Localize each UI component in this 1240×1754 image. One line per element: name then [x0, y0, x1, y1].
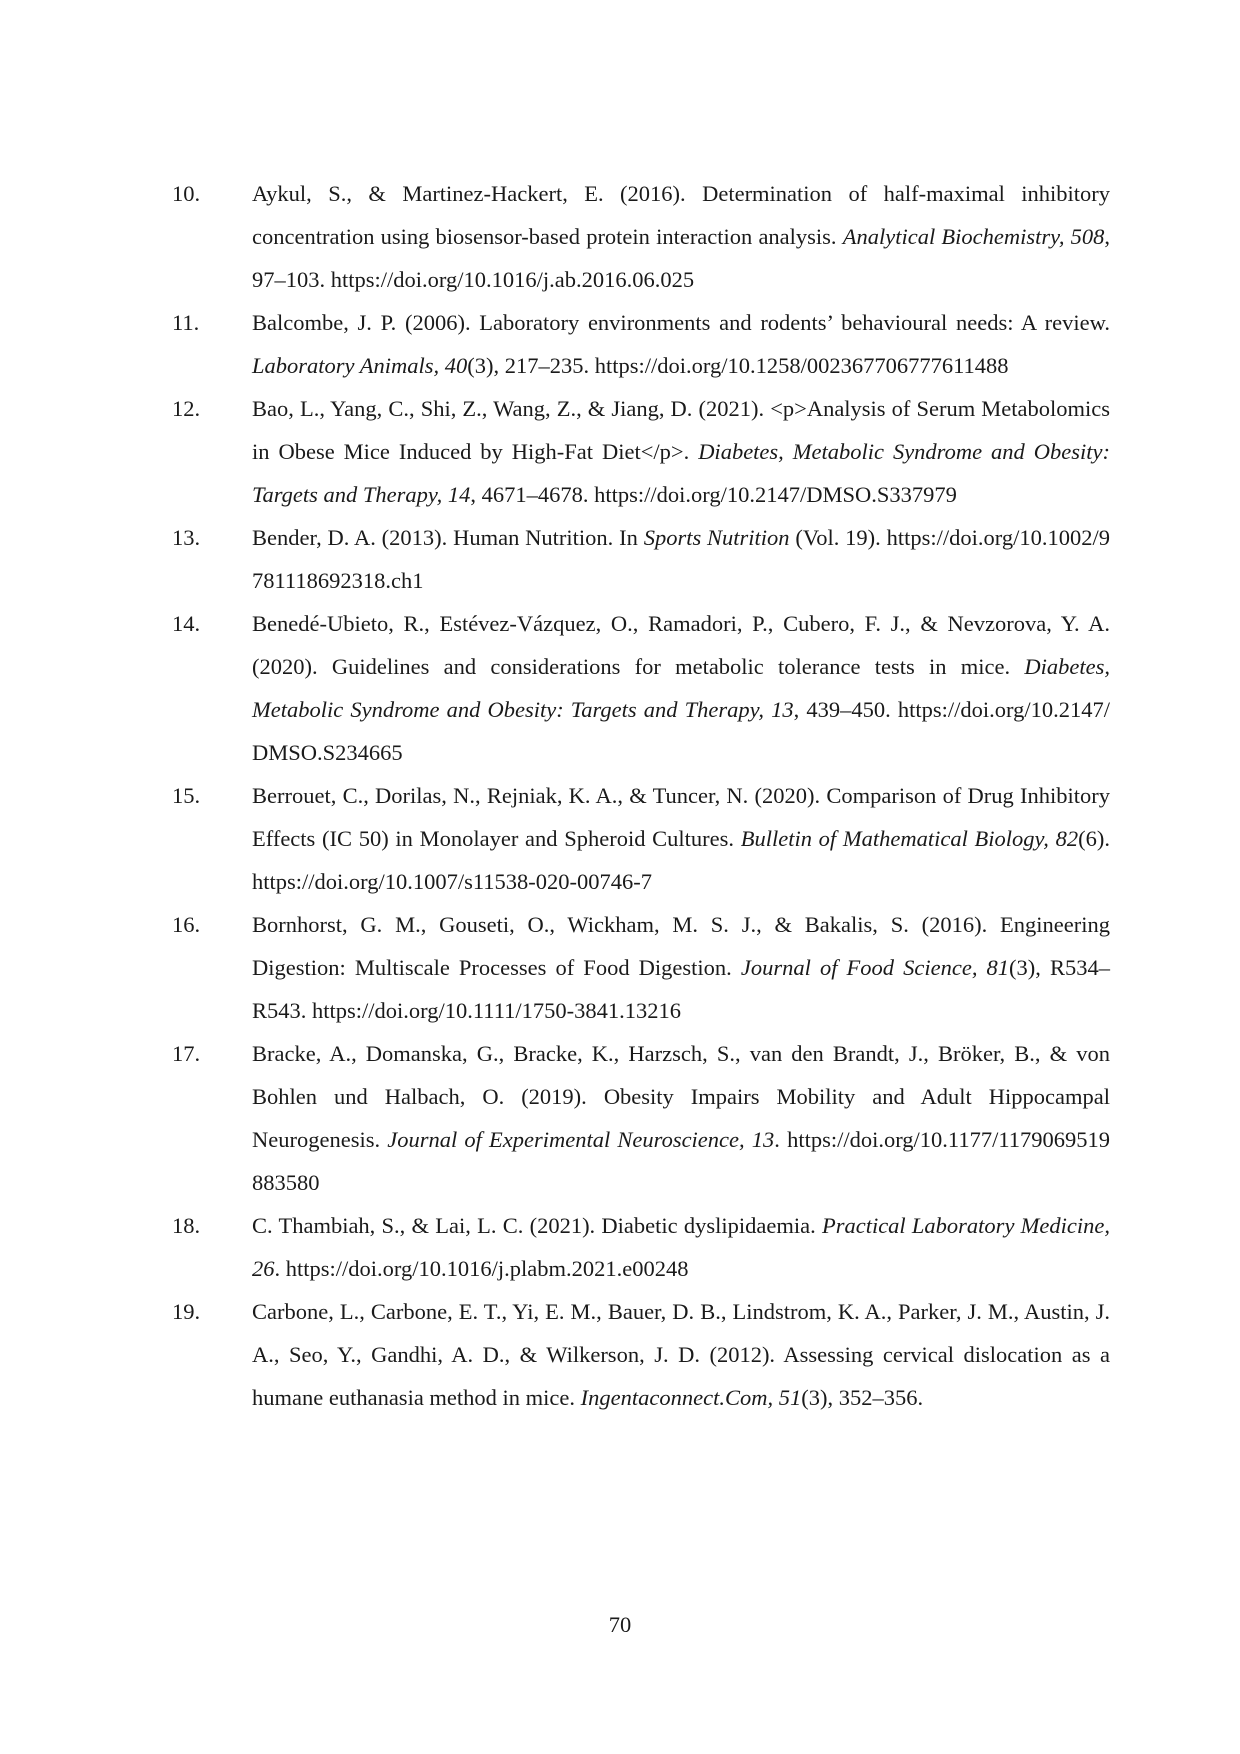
reference-doi-link[interactable]: https://doi.org/10.1016/j.plabm.2021.e00248 — [285, 1256, 689, 1281]
reference-item — [172, 1204, 1110, 1290]
reference-title: Human Nutrition. In — [453, 525, 644, 550]
reference-authors: Benedé-Ubieto, R., Estévez-Vázquez, O., Ramadori, P., Cubero, F. J., & Nevzorova, Y. A. (2020). — [252, 611, 1110, 679]
reference-title: Determination of half-maximal inhibitory concentration using biosensor-based protein interaction analysis. — [252, 181, 1110, 249]
reference-authors: Bender, D. A. (2013). — [252, 525, 454, 550]
reference-number: 17. — [172, 1041, 201, 1066]
reference-authors: Berrouet, C., Dorilas, N., Rejniak, K. A., & Tuncer, N. (2020). — [252, 783, 827, 808]
reference-doi-link[interactable]: https://doi.org/10.1002/9781118692318.ch1 — [252, 525, 1110, 593]
reference-details: (3), R534–R543. — [252, 955, 1111, 1023]
reference-number: 14. — [172, 611, 201, 636]
reference-source: Diabetes, Metabolic Syndrome and Obesity: Targets and Therapy, 14 — [252, 439, 1110, 507]
reference-title: <p>Analysis of Serum Metabolomics in Obese Mice Induced by High-Fat Diet</p>. — [252, 396, 1111, 464]
reference-title: Laboratory environments and rodents’ behavioural needs: A review. — [479, 310, 1111, 335]
reference-details: (6). — [1078, 826, 1110, 851]
reference-list — [172, 172, 1111, 1419]
reference-doi-link[interactable]: https://doi.org/10.1007/s11538-020-00746-7 — [252, 869, 653, 894]
reference-details: (3), 352–356. — [801, 1385, 924, 1410]
reference-number: 13. — [172, 525, 201, 550]
reference-authors: Carbone, L., Carbone, E. T., Yi, E. M., Bauer, D. B., Lindstrom, K. A., Parker, J. M., Austin, J. A., Seo, Y., Gandhi, A. D., & Wilkerson, J. D. (2012). — [252, 1299, 1110, 1367]
reference-number: 19. — [172, 1299, 201, 1324]
reference-details: . — [774, 1127, 788, 1152]
reference-details: , 97–103. — [252, 224, 1110, 292]
reference-item — [172, 903, 1111, 1032]
reference-item — [172, 172, 1110, 301]
reference-details: . — [274, 1256, 286, 1281]
reference-details: , 4671–4678. — [470, 482, 595, 507]
reference-authors: Bornhorst, G. M., Gouseti, O., Wickham, M. S. J., & Bakalis, S. (2016). — [252, 912, 1001, 937]
reference-title: Diabetic dyslipidaemia. — [601, 1213, 822, 1238]
reference-item — [172, 1290, 1111, 1419]
reference-title: Assessing cervical dislocation as a humane euthanasia method in mice. — [252, 1342, 1111, 1410]
reference-details: (3), 217–235. — [467, 353, 595, 378]
reference-item — [172, 774, 1111, 903]
reference-source: Journal of Food Science, 81 — [740, 955, 1010, 980]
reference-doi-link[interactable]: https://doi.org/10.2147/DMSO.S337979 — [594, 482, 957, 507]
reference-doi-link[interactable]: https://doi.org/10.1177/1179069519883580 — [252, 1127, 1111, 1195]
reference-details: , 439–450. — [793, 697, 898, 722]
reference-source: Bulletin of Mathematical Biology, 82 — [740, 826, 1079, 851]
reference-item — [172, 516, 1110, 602]
reference-number: 15. — [172, 783, 201, 808]
reference-source: Diabetes, Metabolic Syndrome and Obesity: Targets and Therapy, 13 — [252, 654, 1110, 722]
reference-number: 16. — [172, 912, 201, 937]
reference-authors: Bao, L., Yang, C., Shi, Z., Wang, Z., & Jiang, D. (2021). — [252, 396, 771, 421]
reference-number: 10. — [172, 181, 201, 206]
reference-doi-link[interactable]: https://doi.org/10.1016/j.ab.2016.06.025 — [330, 267, 695, 292]
reference-title: Guidelines and considerations for metabolic tolerance tests in mice. — [331, 654, 1025, 679]
reference-authors: C. Thambiah, S., & Lai, L. C. (2021). — [252, 1213, 602, 1238]
reference-source: Journal of Experimental Neuroscience, 13 — [387, 1127, 775, 1152]
reference-source: Sports Nutrition — [643, 525, 790, 550]
reference-details: (Vol. 19). — [789, 525, 887, 550]
reference-source: Laboratory Animals, 40 — [252, 353, 468, 378]
reference-authors: Aykul, S., & Martinez-Hackert, E. (2016). — [252, 181, 703, 206]
reference-source: Analytical Biochemistry, 508 — [842, 224, 1105, 249]
reference-doi-link[interactable]: https://doi.org/10.1111/1750-3841.13216 — [312, 998, 681, 1023]
reference-doi-link[interactable]: https://doi.org/10.2147/DMSO.S234665 — [252, 697, 1111, 765]
reference-doi-link[interactable]: https://doi.org/10.1258/002367706777611488 — [594, 353, 1009, 378]
reference-number: 12. — [172, 396, 201, 421]
reference-item — [172, 301, 1111, 387]
reference-number: 18. — [172, 1213, 201, 1238]
reference-authors: Bracke, A., Domanska, G., Bracke, K., Harzsch, S., van den Brandt, J., Bröker, B., & von Bohlen und Halbach, O. (2019). — [252, 1041, 1110, 1109]
reference-item — [172, 602, 1111, 774]
reference-source: Ingentaconnect.Com, 51 — [580, 1385, 802, 1410]
page-number: 70 — [608, 1612, 632, 1637]
reference-item — [172, 1032, 1111, 1204]
reference-authors: Balcombe, J. P. (2006). — [252, 310, 480, 335]
reference-title: Comparison of Drug Inhibitory Effects (IC 50) in Monolayer and Spheroid Cultures. — [252, 783, 1111, 851]
reference-item — [172, 387, 1111, 516]
reference-source: Practical Laboratory Medicine, 26 — [252, 1213, 1110, 1281]
reference-title: Obesity Impairs Mobility and Adult Hippocampal Neurogenesis. — [252, 1084, 1110, 1152]
reference-title: Engineering Digestion: Multiscale Processes of Food Digestion. — [252, 912, 1110, 980]
reference-number: 11. — [172, 310, 200, 335]
